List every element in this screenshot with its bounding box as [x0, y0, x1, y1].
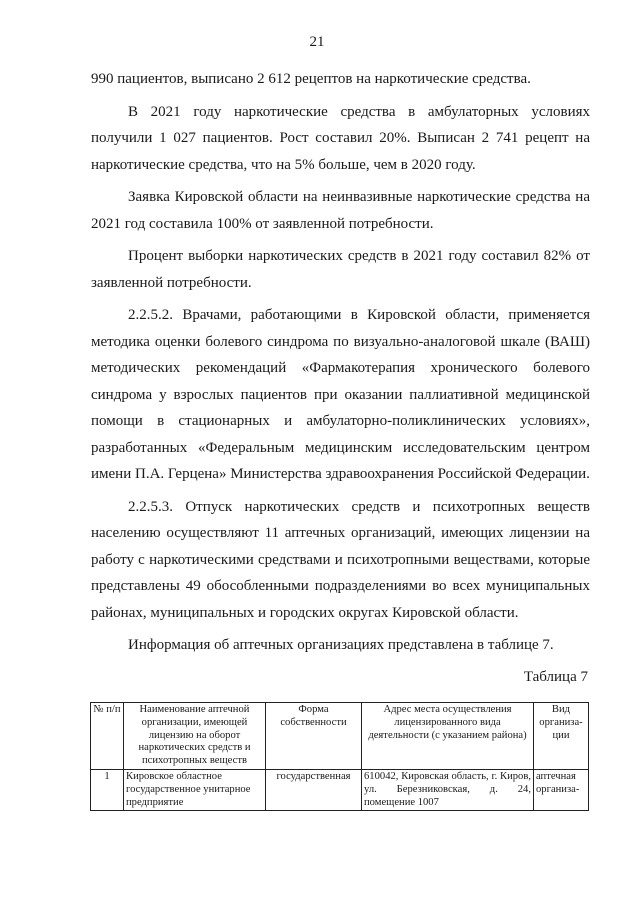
paragraph: 990 пациентов, выписано 2 612 рецептов на наркотические средства. [91, 71, 531, 87]
header-address: Адрес места осуществления лицензированного вида деятельности (с указанием района) [362, 703, 534, 770]
page-number: 21 [309, 34, 325, 50]
header-number: № п/п [91, 703, 124, 770]
paragraph: 2.2.5.2. Врачами, работающими в Кировской области, применяется методика оценки болевого синдрома по визуально-аналоговой шкале (ВАШ) методических рекомендаций «Фармакотерапия хронического болевого синдрома у взрослых пациентов при оказании паллиативной медицинской помощи в стационарных и амбулаторно-поликлинических условиях», разработанных «Федеральным медицинским исследовательским центром имени П.А. Герцена» Министерства здравоохранения Российской Федерации. [91, 307, 590, 482]
paragraph: Информация об аптечных организациях представлена в таблице 7. [128, 637, 554, 653]
header-organization-type: Вид организа- ции [534, 703, 589, 770]
cell-organization-name: Кировское областное государственное унитарное предприятие [124, 769, 266, 810]
paragraph: Процент выборки наркотических средств в 2021 году составил 82% от заявленной потребности. [91, 248, 590, 291]
cell-organization-type: аптечная организа- [534, 769, 589, 810]
header-ownership: Форма собственности [266, 703, 362, 770]
cell-number: 1 [91, 769, 124, 810]
header-organization-name: Наименование аптечной организации, имеющей лицензию на оборот наркотических средств и психотропных веществ [124, 703, 266, 770]
table-row [91, 769, 589, 810]
pharmacy-table [90, 702, 589, 811]
body-text [91, 66, 590, 665]
table-header-row [91, 703, 589, 770]
table-caption: Таблица 7 [523, 669, 588, 685]
paragraph: Заявка Кировской области на неинвазивные наркотические средства на 2021 год составила 100% от заявленной потребности. [91, 189, 590, 232]
cell-ownership: государственная [266, 769, 362, 810]
cell-address: 610042, Кировская область, г. Киров, ул. Березниковская, д. 24, помещение 1007 [362, 769, 534, 810]
paragraph: В 2021 году наркотические средства в амбулаторных условиях получили 1 027 пациентов. Рост составил 20%. Выписан 2 741 рецепт на наркотические средства, что на 5% больше, чем в 2020 году. [91, 103, 590, 173]
paragraph: 2.2.5.3. Отпуск наркотических средств и психотропных веществ населению осуществляют 11 аптечных организаций, имеющих лицензии на работу с наркотическими средствами и психотропными веществами, которые представлены 49 обособленными подразделениями во всех муниципальных районах, муниципальных и городских округах Кировской области. [91, 498, 590, 621]
